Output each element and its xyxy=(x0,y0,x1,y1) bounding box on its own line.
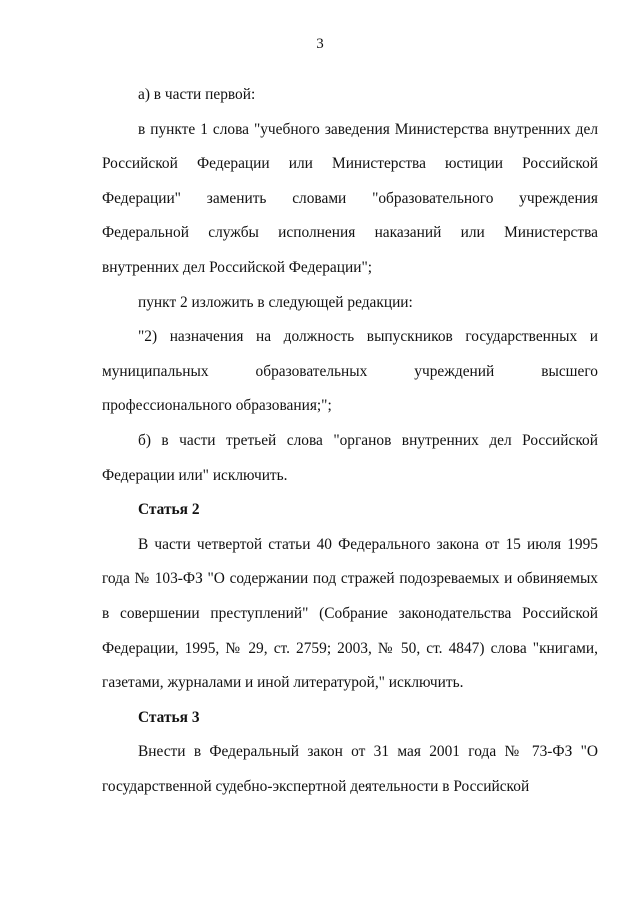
article-3-paragraph: Внести в Федеральный закон от 31 мая 2001 года № 73-ФЗ "О государственной судебно-экспертной деятельности в Российской xyxy=(102,743,598,795)
paragraph-item-a: а) в части первой: xyxy=(138,86,256,103)
article-2-heading: Статья 2 xyxy=(138,501,200,519)
paragraph-point-1: в пункте 1 слова "учебного заведения Министерства внутренних дел Российской Федерации или Министерства юстиции Российской Федерации" заменить словами "образовательного учреждения Федеральной службы исполнения наказаний или Министерства внутренних дел Российской Федерации"; xyxy=(102,120,598,276)
paragraph-item-b: б) в части третьей слова "органов внутренних дел Российской Федерации или" исключить. xyxy=(102,431,598,484)
article-3-heading: Статья 3 xyxy=(138,708,200,726)
document-body xyxy=(102,78,598,804)
paragraph-point-2-intro: пункт 2 изложить в следующей редакции: xyxy=(138,293,413,311)
article-2-paragraph: В части четвертой статьи 40 Федерального закона от 15 июля 1995 года № 103-ФЗ "О содержании под стражей подозреваемых и обвиняемых в совершении преступлений" (Собрание законодательства Российской Федерации, 1995, № 29, ст. 2759; 2003, № 50, ст. 4847) слова "книгами, газетами, журналами и иной литературой," исключить. xyxy=(102,535,598,692)
paragraph-point-2-text: "2) назначения на должность выпускников государственных и муниципальных образовательных учреждений высшего профессионального образования;"; xyxy=(102,328,598,415)
page-number: 3 xyxy=(316,36,324,52)
